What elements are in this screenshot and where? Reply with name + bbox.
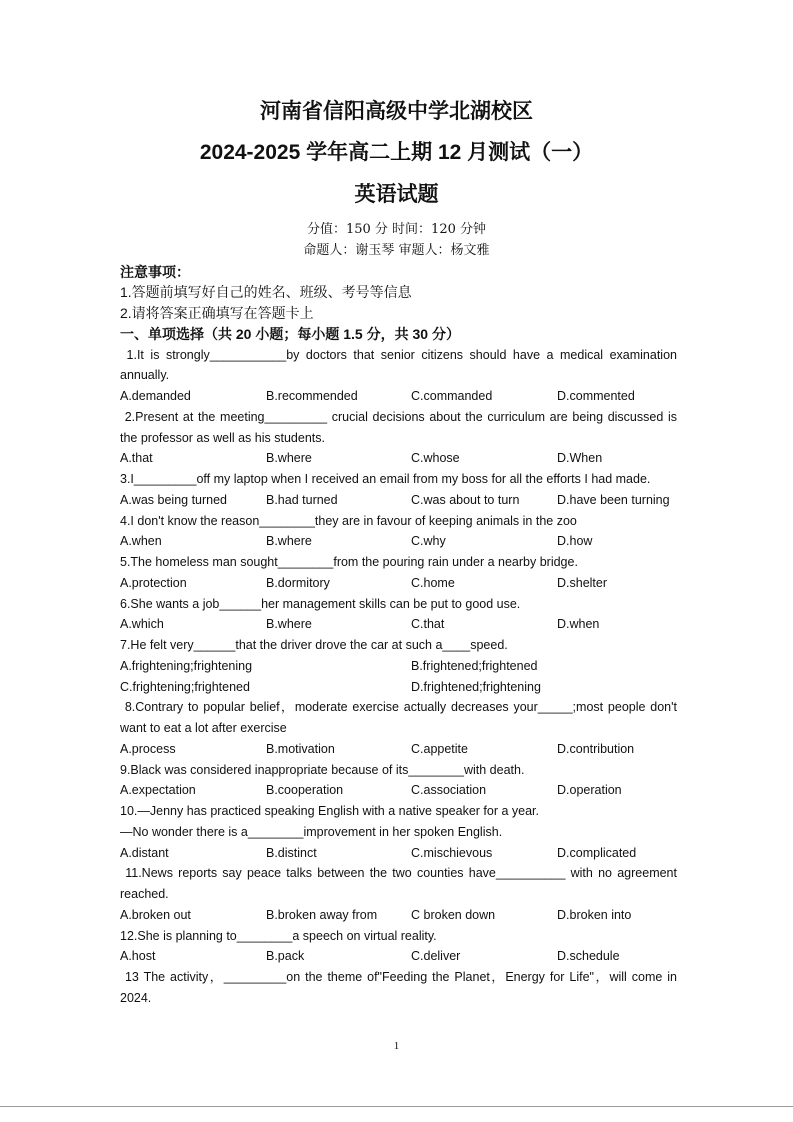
option-d: D.shelter [557, 575, 608, 590]
option-a: A.distant [120, 845, 169, 860]
option-c: C.frightening;frightened [120, 679, 250, 694]
question-stem-line: 5.The homeless man sought________from the pouring rain under a nearby bridge. [120, 555, 578, 569]
question-stem-line: 9.Black was considered inappropriate because of its________with death. [120, 762, 525, 777]
option-b: B.where [266, 534, 312, 549]
question-stem-line: 12.She is planning to________a speech on virtual reality. [120, 928, 437, 943]
section-title: 一、单项选择（共 20 小题；每小题 1.5 分，共 30 分） [120, 325, 460, 342]
question-2 [120, 407, 677, 469]
option-b: B.had turned [266, 492, 338, 507]
option-c: C.commanded [411, 389, 493, 403]
options-row [120, 843, 677, 864]
option-b: B.where [266, 617, 312, 632]
option-c: C broken down [411, 907, 496, 922]
options-row [120, 386, 677, 407]
question-1 [120, 345, 677, 407]
option-d: D.have been turning [557, 492, 670, 507]
exam-term-title: 2024-2025 学年高二上期 12 月测试（一） [199, 141, 594, 164]
options-row [120, 531, 677, 552]
question-9 [120, 760, 677, 802]
question-stem-line: —No wonder there is a________improvement in her spoken English. [120, 824, 503, 839]
question-13 [120, 967, 677, 1009]
question-stem-line: 10.—Jenny has practiced speaking English with a native speaker for a year. [120, 804, 539, 818]
options-row [120, 573, 677, 594]
notes-title: 注意事项： [120, 263, 190, 280]
school-title: 河南省信阳高级中学北湖校区 [260, 100, 533, 123]
option-b: B.recommended [266, 389, 358, 403]
options-row [120, 677, 677, 698]
option-c: C.that [411, 617, 445, 632]
option-d: D.complicated [557, 845, 637, 860]
option-a: A.process [120, 741, 176, 756]
option-b: B.cooperation [266, 783, 344, 798]
option-c: C.association [411, 783, 487, 798]
question-stem-line: 3.I_________off my laptop when I received an email from my boss for all the efforts I had made. [120, 472, 651, 486]
option-a: A.host [120, 949, 156, 964]
option-c: C.why [411, 534, 446, 549]
option-c: C.deliver [411, 949, 461, 964]
option-a: A.that [120, 451, 153, 466]
options-row [120, 448, 677, 469]
option-d: D.broken into [557, 907, 632, 922]
option-c: C.whose [411, 451, 460, 466]
option-b: B.motivation [266, 741, 335, 756]
option-a: A.frightening;frightening [120, 658, 253, 673]
option-c: C.appetite [411, 741, 468, 756]
page-number: 1 [393, 1040, 400, 1052]
option-a: A.which [120, 617, 164, 632]
question-stem-line: 1.It is strongly___________by doctors that senior citizens should have a medical examination [120, 347, 677, 362]
options-row [120, 905, 677, 926]
page-bottom-rule [0, 1106, 793, 1107]
option-c: C.mischievous [411, 845, 493, 860]
option-b: B.dormitory [266, 575, 330, 590]
question-3 [120, 469, 677, 511]
options-row [120, 614, 677, 635]
option-d: D.operation [557, 783, 622, 798]
note-item: 1.答题前填写好自己的姓名、班级、考号等信息 [120, 284, 412, 301]
question-10 [120, 801, 677, 863]
option-b: B.distinct [266, 845, 317, 860]
option-a: A.demanded [120, 389, 191, 403]
option-d: D.when [557, 617, 600, 632]
question-stem-line: the professor as well as his students. [120, 430, 325, 445]
question-12 [120, 926, 677, 968]
option-d: D.contribution [557, 741, 635, 756]
options-row [120, 656, 677, 677]
note-item: 2.请将答案正确填写在答题卡上 [120, 305, 314, 321]
score-time-info: 分值：150 分 时间：120 分钟 [306, 222, 487, 237]
question-stem-line: 8.Contrary to popular belief，moderate exercise actually decreases your_____;most people don't [120, 700, 677, 715]
question-stem-line: 7.He felt very______that the driver drove the car at such a____speed. [120, 638, 508, 652]
question-stem-line: 11.News reports say peace talks between the two counties have__________ with no agreement [120, 866, 677, 881]
exam-body [120, 262, 677, 1009]
option-d: D.commented [557, 389, 635, 403]
question-stem-line: 13 The activity，_________on the theme of"Feeding the Planet，Energy for Life"，will come in [120, 970, 677, 984]
option-c: C.home [411, 575, 455, 590]
question-5 [120, 552, 677, 594]
option-d: D.schedule [557, 949, 620, 964]
option-a: A.broken out [120, 907, 191, 922]
option-b: B.frightened;frightened [411, 658, 538, 673]
options-row [120, 739, 677, 760]
question-list [120, 345, 677, 1009]
option-b: B.where [266, 451, 312, 466]
question-6 [120, 594, 677, 636]
options-row [120, 780, 677, 801]
question-stem-line: want to eat a lot after exercise [120, 721, 287, 735]
question-7 [120, 635, 677, 697]
subject-title: 英语试题 [354, 183, 439, 206]
option-d: D.how [557, 534, 593, 549]
option-b: B.pack [266, 949, 305, 964]
question-stem-line: 4.I don't know the reason________they are in favour of keeping animals in the zoo [120, 513, 577, 528]
question-4 [120, 511, 677, 553]
option-a: A.expectation [120, 783, 196, 798]
option-b: B.broken away from [266, 907, 378, 922]
options-row [120, 490, 677, 511]
question-8 [120, 697, 677, 759]
authors-info: 命题人：谢玉琴 审题人：杨文雅 [303, 243, 490, 258]
options-row [120, 946, 677, 967]
option-d: D.frightened;frightening [411, 679, 541, 694]
question-stem-line: annually. [120, 368, 170, 383]
question-stem-line: 2024. [120, 990, 152, 1005]
option-a: A.when [120, 534, 162, 549]
option-a: A.was being turned [120, 492, 228, 507]
option-c: C.was about to turn [411, 492, 520, 507]
question-stem-line: reached. [120, 887, 169, 901]
question-11 [120, 863, 677, 925]
option-a: A.protection [120, 575, 187, 590]
option-d: D.When [557, 451, 603, 466]
question-stem-line: 6.She wants a job______her management skills can be put to good use. [120, 596, 521, 611]
question-stem-line: 2.Present at the meeting_________ crucial decisions about the curriculum are being discussed is [120, 409, 677, 424]
